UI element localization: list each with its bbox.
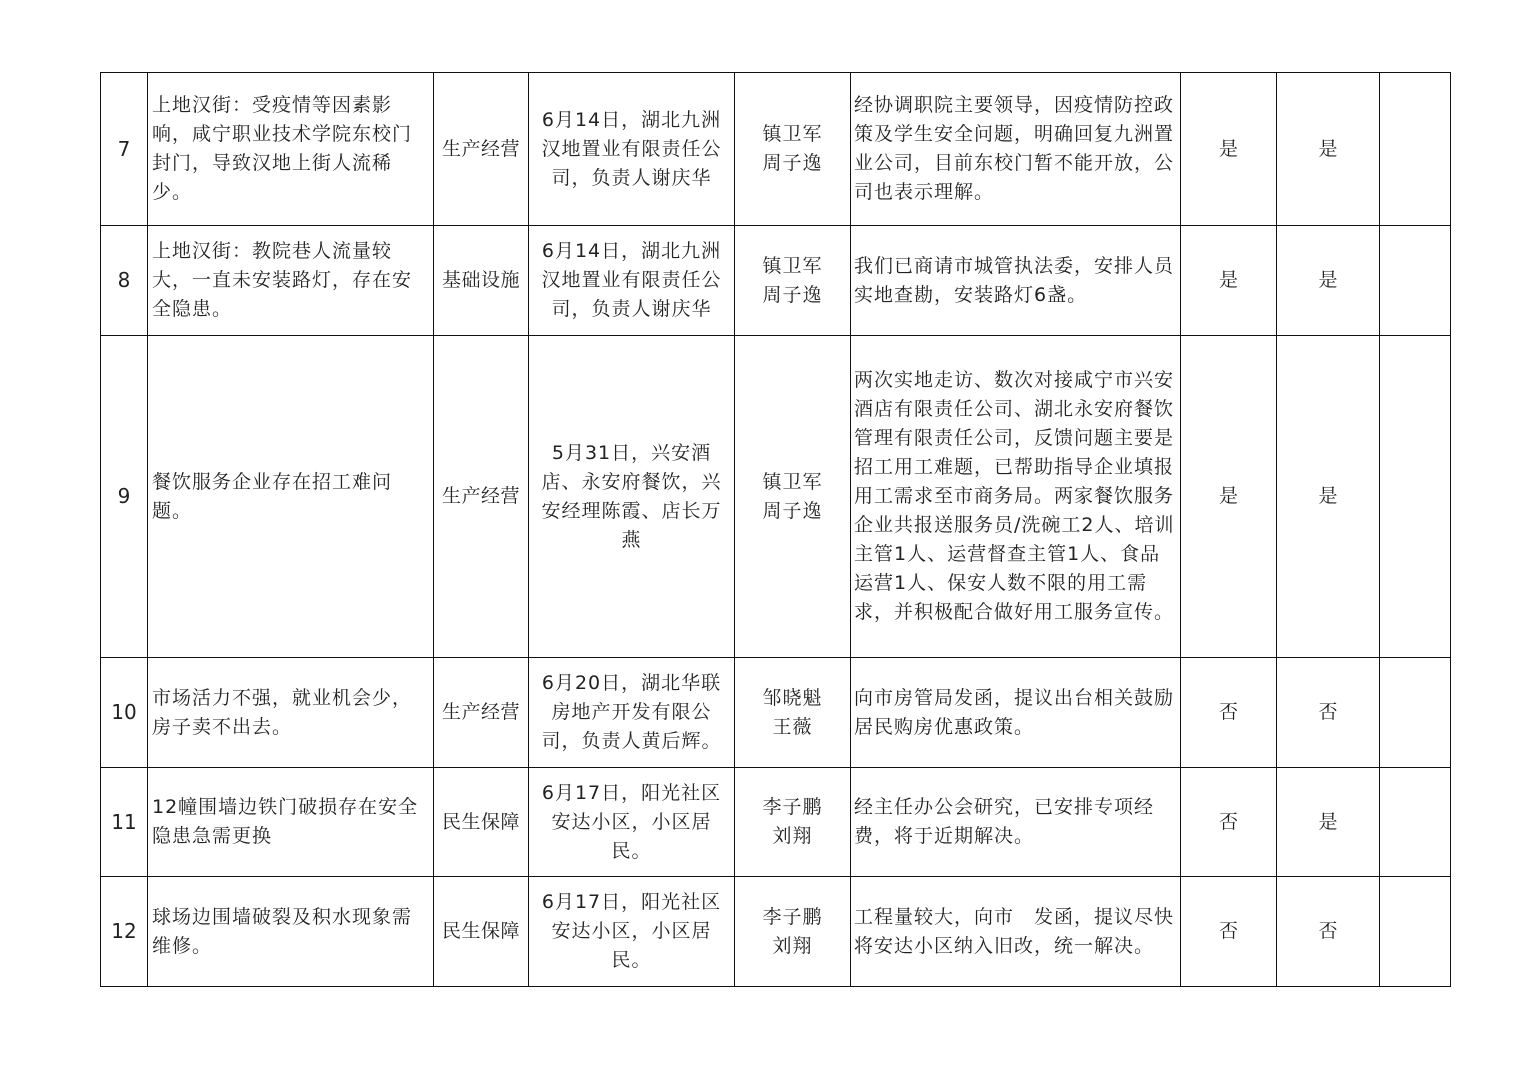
person-name: 镇卫军: [762, 123, 823, 145]
responsible-cell: [735, 877, 851, 987]
category-cell: 民生保障: [434, 877, 529, 987]
row-number: 7: [101, 73, 148, 226]
issue-cell: 球场边围墙破裂及积水现象需维修。: [148, 877, 434, 987]
resolved-cell: 否: [1181, 877, 1277, 987]
resolved-cell: 是: [1181, 336, 1277, 658]
row-number: 9: [101, 336, 148, 658]
source-cell: 6月20日，湖北华联房地产开发有限公司，负责人黄后辉。: [529, 658, 735, 768]
result-cell: 经协调职院主要领导，因疫情防控政策及学生安全问题，明确回复九洲置业公司，目前东校门暂不能开放，公司也表示理解。: [851, 73, 1181, 226]
resolved-cell: 否: [1181, 768, 1277, 877]
result-cell: 我们已商请市城管执法委，安排人员实地查勘，安装路灯6盏。: [851, 226, 1181, 336]
row-number: 10: [101, 658, 148, 768]
responsible-cell: [735, 336, 851, 658]
person-name: 周子逸: [762, 152, 823, 174]
satisfied-cell: 是: [1277, 73, 1380, 226]
source-cell: 6月14日，湖北九洲汉地置业有限责任公司，负责人谢庆华: [529, 73, 735, 226]
person-name: 李子鹏: [762, 905, 823, 928]
category-cell: 民生保障: [434, 768, 529, 877]
table-row: [101, 658, 1451, 768]
row-number: 12: [101, 877, 148, 987]
resolved-cell: 是: [1181, 226, 1277, 336]
person-name: 镇卫军: [762, 254, 823, 277]
resolved-cell: 是: [1181, 73, 1277, 226]
satisfied-cell: 否: [1277, 877, 1380, 987]
category-cell: 生产经营: [434, 73, 529, 226]
person-name: 周子逸: [762, 499, 823, 522]
source-cell: 6月17日，阳光社区安达小区，小区居民。: [529, 768, 735, 877]
person-name: 周子逸: [762, 283, 823, 306]
source-cell: 6月14日，湖北九洲汉地置业有限责任公司，负责人谢庆华: [529, 226, 735, 336]
person-name: 镇卫军: [762, 470, 823, 493]
person-name: 刘翔: [772, 934, 813, 957]
table-row: [101, 877, 1451, 987]
row-number: 8: [101, 226, 148, 336]
person-name: 刘翔: [772, 825, 813, 847]
table-row: [101, 226, 1451, 336]
table-row: [101, 768, 1451, 877]
person-name: 李子鹏: [762, 796, 823, 818]
resolved-cell: 否: [1181, 658, 1277, 768]
category-cell: 生产经营: [434, 658, 529, 768]
satisfied-cell: 否: [1277, 658, 1380, 768]
remark-cell: [1380, 73, 1451, 226]
satisfied-cell: 是: [1277, 768, 1380, 877]
issue-cell: 餐饮服务企业存在招工难问题。: [148, 336, 434, 658]
source-cell: 5月31日，兴安酒店、永安府餐饮，兴安经理陈霞、店长万燕: [529, 336, 735, 658]
category-cell: 生产经营: [434, 336, 529, 658]
row-number: 11: [101, 768, 148, 877]
result-cell: 经主任办公会研究，已安排专项经费，将于近期解决。: [851, 768, 1181, 877]
result-cell: 向市房管局发函，提议出台相关鼓励居民购房优惠政策。: [851, 658, 1181, 768]
table-row: [101, 73, 1451, 226]
person-name: 王薇: [772, 715, 813, 738]
responsible-cell: [735, 73, 851, 226]
source-cell: 6月17日，阳光社区安达小区，小区居民。: [529, 877, 735, 987]
remark-cell: [1380, 226, 1451, 336]
responsible-cell: [735, 768, 851, 877]
result-cell: 两次实地走访、数次对接咸宁市兴安酒店有限责任公司、湖北永安府餐饮管理有限责任公司，反馈问题主要是招工用工难题，已帮助指导企业填报用工需求至市商务局。两家餐饮服务企业共报送服务员/洗碗工2人、培训主管1人、运营督查主管1人、食品运营1人、保安人数不限的用工需求，并积极配合做好用工服务宣传。: [851, 336, 1181, 658]
remark-cell: [1380, 877, 1451, 987]
satisfied-cell: 是: [1277, 226, 1380, 336]
remark-cell: [1380, 336, 1451, 658]
responsible-cell: [735, 658, 851, 768]
person-name: 邹晓魁: [762, 686, 823, 709]
issue-cell: 上地汉街：受疫情等因素影响，咸宁职业技术学院东校门封门，导致汉地上街人流稀少。: [148, 73, 434, 226]
result-cell: 工程量较大，向市 发函，提议尽快将安达小区纳入旧改，统一解决。: [851, 877, 1181, 987]
remark-cell: [1380, 658, 1451, 768]
table-row: [101, 336, 1451, 658]
satisfied-cell: 是: [1277, 336, 1380, 658]
issue-cell: 上地汉街：教院巷人流量较大，一直未安装路灯，存在安全隐患。: [148, 226, 434, 336]
issue-cell: 12幢围墙边铁门破损存在安全隐患急需更换: [148, 768, 434, 877]
issue-cell: 市场活力不强，就业机会少，房子卖不出去。: [148, 658, 434, 768]
category-cell: 基础设施: [434, 226, 529, 336]
remark-cell: [1380, 768, 1451, 877]
responsible-cell: [735, 226, 851, 336]
issues-table: [100, 72, 1451, 987]
